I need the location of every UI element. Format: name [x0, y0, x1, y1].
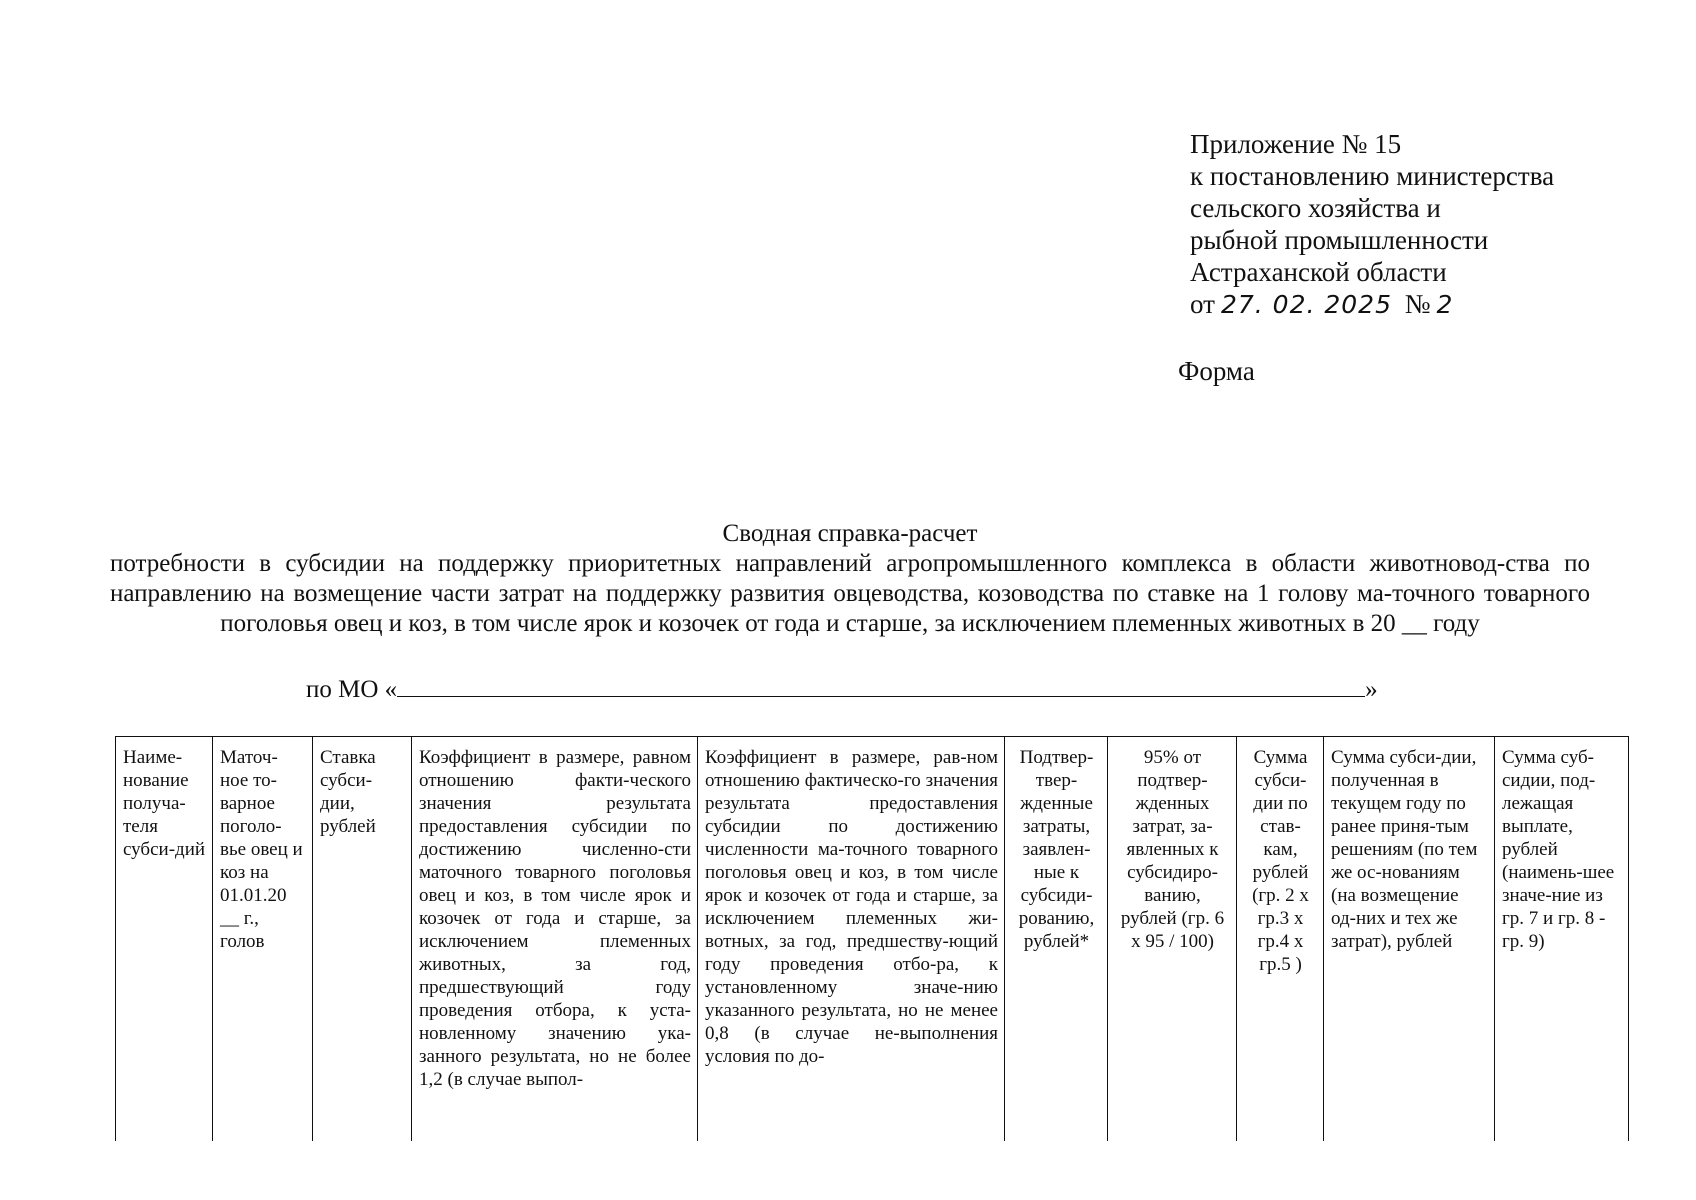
appendix-block: [1190, 128, 1554, 321]
appendix-line: к постановлению министерства: [1190, 161, 1555, 191]
header-cell: Подтвер-твер-жденные затраты, заявлен-ные к субсиди-рованию, рублей*: [1005, 737, 1108, 1142]
handwritten-date: 27. 02. 2025: [1220, 290, 1392, 319]
mo-prefix: по МО «: [306, 676, 398, 703]
appendix-date-line: [1190, 288, 1554, 321]
mo-blank-field: [397, 674, 1365, 697]
form-label: Форма: [1178, 356, 1255, 386]
header-cell: Коэффициент в размере, равном отношению факти-ческого значения результата предоставления субсидии по достижению численно-сти маточного товарного поголовья овец и коз, в том числе ярок и козочек от года и старше, за исключением племенных животных, за год, предшествующий году проведения отбора, к уста-новленному значению ука-занного результата, но не более 1,2 (в случае выпол-: [412, 737, 698, 1142]
header-cell: 95% от подтвер-жденных затрат, за-явленных к субсидиро-ванию, рублей (гр. 6 х 95 / 100): [1108, 737, 1237, 1142]
document-title: [110, 519, 1590, 639]
header-cell: Сумма суб-сидии, под-лежащая выплате, рублей (наимень-шее значе-ние из гр. 7 и гр. 8 - гр. 9): [1495, 737, 1629, 1142]
title-heading: Сводная справка-расчет: [722, 520, 978, 547]
calculation-table: [115, 736, 1629, 1141]
municipality-line: [306, 674, 1378, 704]
header-cell: Сумма субси-дии, полученная в текущем году по ранее приня-тым решениям (по тем же ос-нованиям (на возмещение од-них и тех же затрат), рублей: [1324, 737, 1495, 1142]
appendix-title: Приложение № 15: [1190, 129, 1402, 159]
header-cell: Наиме-нование получа-теля субси-дий: [116, 737, 213, 1142]
title-body: потребности в субсидии на поддержку приоритетных направлений агропромышленного комплекса в области животновод-ства по направлению на возмещение части затрат на поддержку развития овцеводства, козоводства по ставке на 1 голову ма-точного товарного поголовья овец и коз, в том числе ярок и козочек от года и старше, за исключением племенных животных в 20 __ году: [110, 550, 1590, 637]
table-header-row: [116, 737, 1629, 1142]
date-prefix: от: [1190, 289, 1215, 319]
header-cell: Маточ-ное то-варное поголо-вье овец и коз на 01.01.20 __ г., голов: [213, 737, 313, 1142]
header-cell: Ставка субси-дии, рублей: [313, 737, 412, 1142]
appendix-line: сельского хозяйства и: [1190, 193, 1441, 223]
number-prefix: №: [1404, 289, 1431, 319]
appendix-line: рыбной промышленности: [1190, 225, 1489, 255]
header-cell: Коэффициент в размере, рав-ном отношению фактическо-го значения результата предоставления субсидии по достижению численности ма-точного товарного поголовья овец и коз, в том числе ярок и козочек от года и старше, за исключением племенных жи-вотных, за год, предшеству-ющий году проведения отбо-ра, к установленному значе-нию указанного результата, но не менее 0,8 (в случае не-выполнения условия по до-: [698, 737, 1005, 1142]
header-cell: Сумма субси-дии по став-кам, рублей (гр. 2 х гр.3 х гр.4 х гр.5 ): [1237, 737, 1324, 1142]
appendix-line: Астраханской области: [1190, 257, 1447, 287]
handwritten-number: 2: [1436, 290, 1454, 319]
mo-suffix: »: [1365, 676, 1378, 703]
